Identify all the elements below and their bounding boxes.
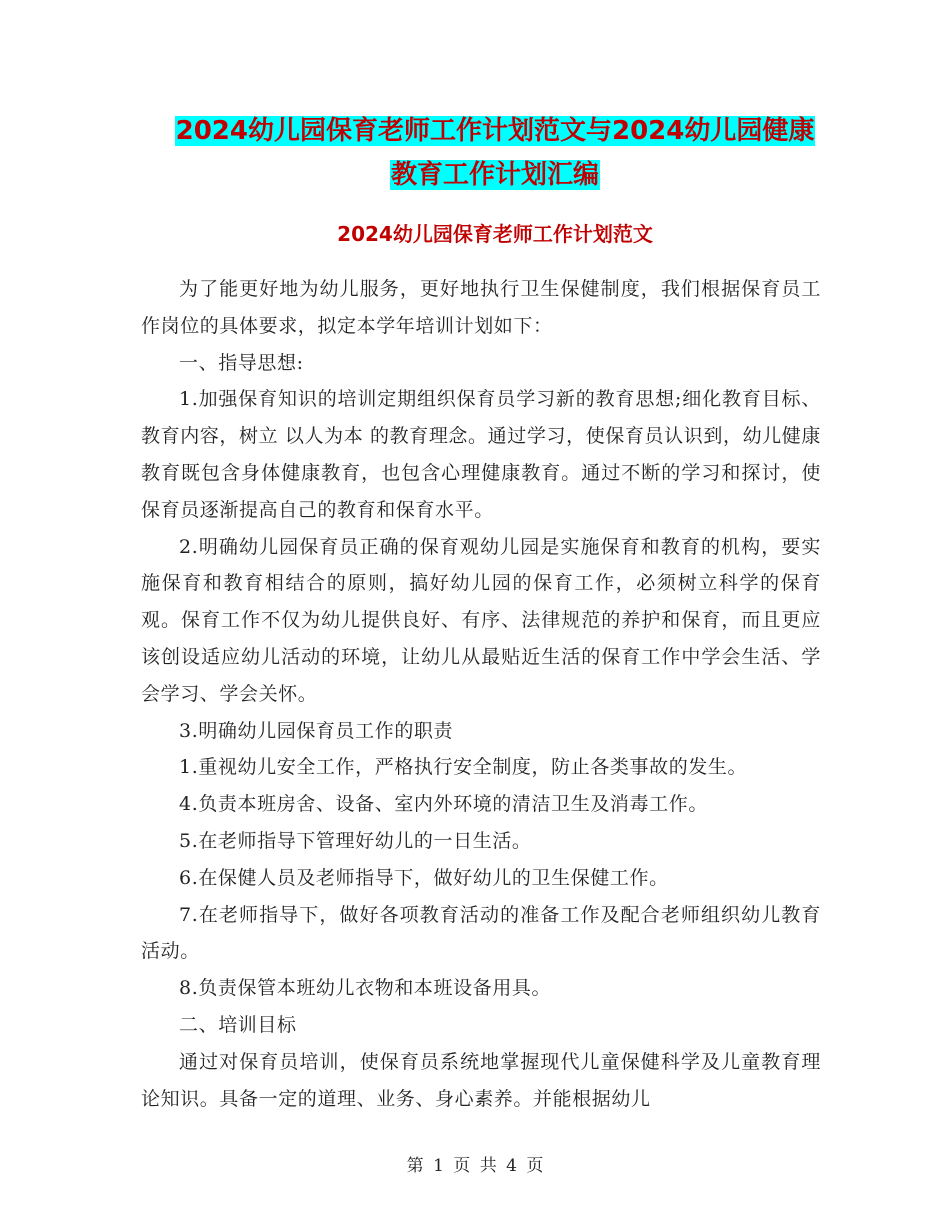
section-title: 2024幼儿园保育老师工作计划范文 [337, 222, 653, 246]
paragraph: 一、指导思想: [179, 351, 304, 374]
document-title-line-2 [140, 157, 850, 193]
paragraph: 5.在老师指导下管理好幼儿的一日生活。 [179, 829, 532, 852]
paragraph: 通过对保育员培训，使保育员系统地掌握现代儿童保健科学及儿童教育理论知识。具备一定的道理、业务、身心素养。并能根据幼儿 [141, 1050, 821, 1110]
paragraph: 1.加强保育知识的培训定期组织保育员学习新的教育思想;细化教育目标、教育内容，树立 以人为本 的教育理念。通过学习，使保育员认识到，幼儿健康教育既包含身体健康教育，也包含心理健康教育。通过不断的学习和探讨，使保育员逐渐提高自己的教育和保育水平。 [141, 388, 821, 521]
document-title-text-2: 教育工作计划汇编 [390, 160, 599, 190]
paragraph: 7.在老师指导下，做好各项教育活动的准备工作及配合老师组织幼儿教育活动。 [141, 903, 821, 963]
page-footer: 第 1 页 共 4 页 [406, 1156, 544, 1176]
paragraph: 3.明确幼儿园保育员工作的职责 [179, 719, 454, 742]
document-title-line-1 [140, 113, 850, 149]
paragraph: 8.负责保管本班幼儿衣物和本班设备用具。 [179, 977, 552, 1000]
paragraph: 为了能更好地为幼儿服务，更好地执行卫生保健制度，我们根据保育员工作岗位的具体要求，拟定本学年培训计划如下： [141, 278, 821, 337]
paragraph: 4.负责本班房舍、设备、室内外环境的清洁卫生及消毒工作。 [179, 793, 708, 816]
paragraph: 6.在保健人员及老师指导下，做好幼儿的卫生保健工作。 [179, 866, 669, 889]
paragraph: 2.明确幼儿园保育员正确的保育观幼儿园是实施保育和教育的机构，要实施保育和教育相结合的原则，搞好幼儿园的保育工作，必须树立科学的保育观。保育工作不仅为幼儿提供良好、有序、法律规范的养护和保育，而且更应该创设适应幼儿活动的环境，让幼儿从最贴近生活的保育工作中学会生活、学会学习、学会关怀。 [141, 535, 821, 705]
document-title-text-1: 2024幼儿园保育老师工作计划范文与2024幼儿园健康 [175, 116, 815, 146]
document-body [141, 271, 821, 1117]
paragraph: 二、培训目标 [179, 1013, 297, 1036]
paragraph: 1.重视幼儿安全工作，严格执行安全制度，防止各类事故的发生。 [179, 756, 748, 779]
